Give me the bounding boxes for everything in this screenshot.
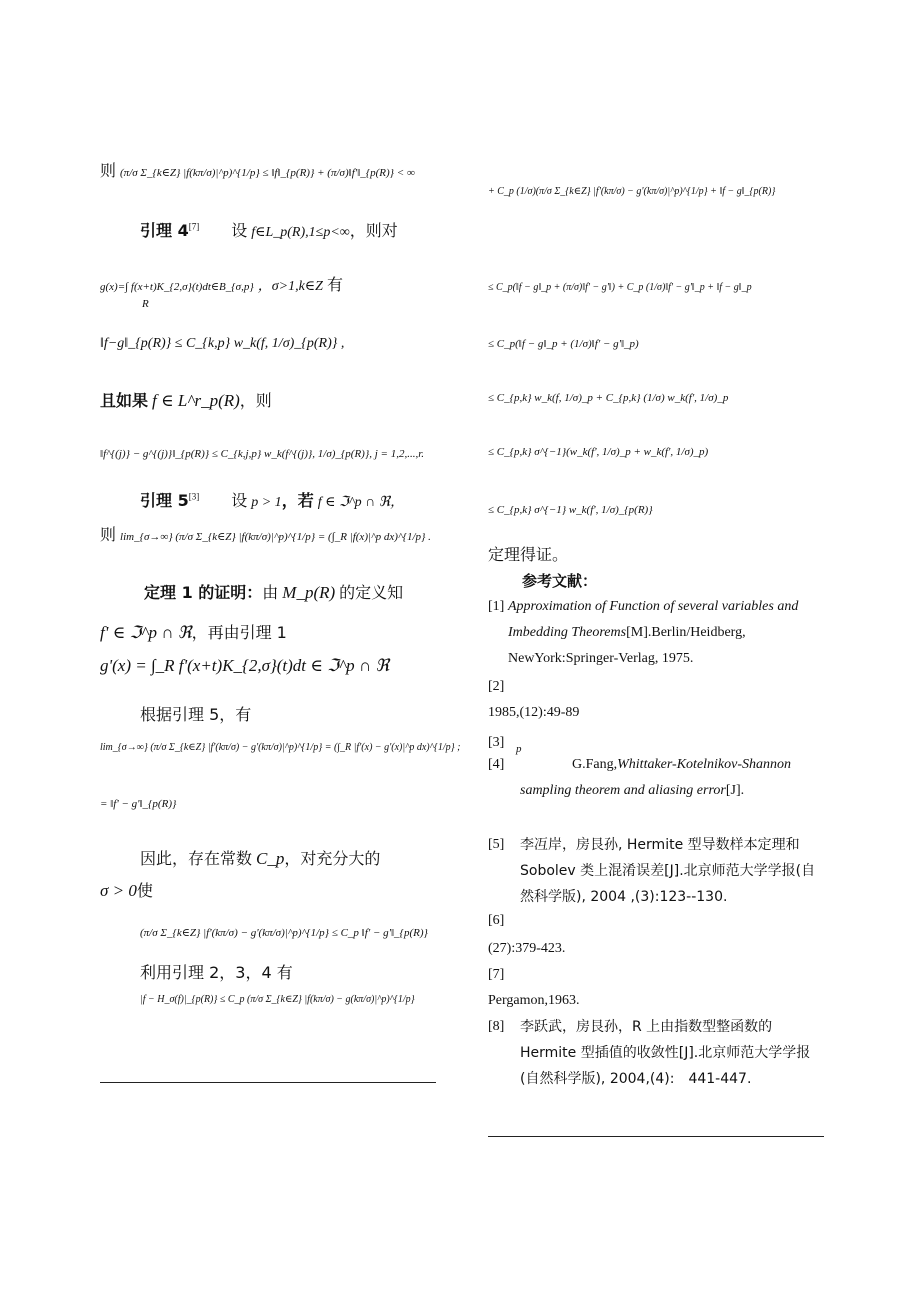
reference-4 [488, 752, 824, 806]
g-integral-domain: R [142, 298, 149, 310]
reference-2 [488, 674, 824, 700]
references-title: 参考文献： [522, 572, 598, 590]
sigma-make: 使 [136, 881, 153, 900]
formula-g-definition: g(x)=∫ f(x+t)K_{2,σ}(t)dt∈B_{σ,p} [100, 281, 254, 293]
line-and-if [100, 388, 272, 411]
proof-label: 定理 1 的证明： [144, 583, 263, 602]
lemma-5-citation: [3] [188, 491, 200, 502]
reference-8 [488, 1014, 824, 1094]
line-lemma5-limit [100, 522, 431, 545]
reference-1-details: [M].Berlin/Heidberg, NewYork:Springer-Verlag, 1975. [508, 625, 746, 666]
reference-4-number: [4] [488, 757, 505, 772]
then-label: 则 [100, 161, 117, 180]
proof-by: 由 [262, 583, 279, 602]
line-fprime [100, 620, 287, 643]
use-lemmas: 利用引理 2，3，4 有 [140, 963, 293, 982]
formula-right-line-2: ≤ C_p(‖f − g‖_p + (π/σ)‖f' − g'‖) + C_p (1/σ)‖f' − g'‖_p + ‖f − g‖_p [488, 282, 752, 293]
reference-6-number: [6] [488, 913, 505, 928]
reference-5-body: 李冱岸，房艮孙, Hermite 型导数样本定理和 Sobolev 类上混淆误差[J].北京师范大学学报(自然科学版), 2004 ,(3):123--130. [520, 837, 816, 905]
proof-definition-know: 的定义知 [339, 583, 404, 602]
left-footnote-rule [100, 1082, 436, 1083]
lemma-4 [140, 218, 398, 241]
formula-right-line-6: ≤ C_{p,k} σ^{−1} w_k(f', 1/σ)_{p(R)} [488, 504, 653, 516]
lemma-4-label: 引理 4 [140, 221, 189, 240]
reference-4-title: Whittaker-Kotelnikov-Shannon sampling theorem and aliasing error [520, 757, 792, 798]
lemma-4-then: ，则对 [349, 221, 398, 240]
reference-4-details: [J]. [725, 783, 745, 798]
reference-7-line2 [488, 988, 824, 1014]
reference-8-body: 李跃武，房艮孙，R 上由指数型整函数的 Hermite 型插值的收敛性[J].北京师范大学学报(自然科学版), 2004,(4): 441-447. [520, 1019, 811, 1087]
formula-right-line-4: ≤ C_{p,k} w_k(f, 1/σ)_p + C_{p,k} (1/σ) w_k(f', 1/σ)_p [488, 392, 729, 404]
lemma-5-set: 设 [231, 491, 248, 510]
reference-7-number: [7] [488, 967, 505, 982]
formula-derivative-sampling-bound: (π/σ Σ_{k∈Z} |f'(kπ/σ) − g'(kπ/σ)|^p)^{1/p} ≤ C_p ‖f' − g'‖_{p(R)} [140, 927, 428, 939]
formula-sampling-norm-bound: (π/σ Σ_{k∈Z} |f(kπ/σ)|^p)^{1/p} ≤ ‖f‖_{p(R)} + (π/σ)‖f'‖_{p(R)} < ∞ [120, 167, 415, 179]
lemma-4-condition: f∈L_p(R),1≤p<∞ [251, 225, 350, 240]
sigma-positive: σ > 0 [100, 881, 137, 900]
lemma-5-label: 引理 5 [140, 491, 189, 510]
therefore-label: 因此，存在常数 [140, 849, 253, 868]
and-if-condition: f ∈ L^r_p(R) [152, 391, 240, 410]
reference-2-number: [2] [488, 679, 505, 694]
qed-text: 定理得证。 [488, 545, 569, 564]
line-g-definition [100, 272, 343, 295]
formula-f-minus-g-bound: ‖f−g‖_{p(R)} ≤ C_{k,p} w_k(f, 1/σ)_{p(R)} , [100, 336, 345, 351]
constant-Cp: C_p [256, 849, 285, 868]
lemma-4-set: 设 [231, 221, 248, 240]
formula-gprime-definition: g'(x) = ∫_R f'(x+t)K_{2,σ}(t)dt ∈ ℑ^p ∩ ℜ [100, 656, 390, 675]
formula-lemma5-limit: lim_{σ→∞} (π/σ Σ_{k∈Z} |f(kπ/σ)|^p)^{1/p} = (∫_R |f(x)|^p dx)^{1/p} . [120, 531, 431, 543]
reference-6-details: (27):379-423. [488, 941, 566, 956]
formula-derivative-bound: ‖f^{(j)} − g^{(j)}‖_{p(R)} ≤ C_{k,j,p} w_k(f^{(j)}, 1/σ)_{p(R)}, j = 1,2,...,r. [100, 448, 425, 460]
formula-hermite-error: |f − H_σ(f)|_{p(R)} ≤ C_p (π/σ Σ_{k∈Z} |f(kπ/σ) − g(kπ/σ)|^p)^{1/p} [140, 994, 415, 1005]
reference-1-number: [1] [488, 599, 505, 614]
reference-7-details: Pergamon,1963. [488, 993, 580, 1008]
lemma-5-p: p > 1 [251, 495, 282, 510]
reference-7 [488, 962, 824, 988]
formula-right-line-5: ≤ C_{p,k} σ^{−1}(w_k(f', 1/σ)_p + w_k(f', 1/σ)_p) [488, 446, 709, 458]
line-therefore [140, 846, 380, 869]
formula-right-line-3: ≤ C_p(‖f − g‖_p + (1/σ)‖f' − g'‖_p) [488, 338, 639, 350]
reference-1-body [508, 594, 824, 672]
and-if-then: ，则 [239, 391, 272, 410]
formula-g-condition: ，σ>1,k∈Z [257, 279, 323, 294]
reference-5 [488, 832, 824, 912]
fprime-lemma1: ，再由引理 1 [191, 623, 287, 642]
proof-heading [144, 580, 403, 603]
reference-5-number: [5] [488, 837, 505, 852]
right-footnote-rule [488, 1136, 824, 1137]
formula-fprime-membership: f' ∈ ℑ^p ∩ ℜ [100, 623, 192, 642]
lemma-5-if: ，若 [281, 491, 314, 510]
formula-derivative-limit: lim_{σ→∞} (π/σ Σ_{k∈Z} |f'(kπ/σ) − g'(kπ/σ)|^p)^{1/p} = (∫_R |f'(x) − g'(x)|^p dx)^{1/p} ; [100, 742, 461, 753]
reference-6 [488, 908, 824, 934]
reference-1 [488, 594, 824, 674]
therefore-large: ，对充分大的 [284, 849, 381, 868]
lemma-4-citation: [7] [188, 221, 200, 232]
reference-8-number: [8] [488, 1019, 505, 1034]
reference-4-author: G.Fang, [572, 757, 618, 772]
reference-2-line2 [488, 700, 824, 726]
line-then-norm [100, 158, 415, 181]
and-if-label: 且如果 [100, 391, 149, 410]
reference-6-line2 [488, 936, 824, 962]
reference-4-body [520, 752, 824, 804]
lemma-5 [140, 488, 404, 511]
line-sigma-positive [100, 878, 153, 901]
g-condition-have: 有 [326, 275, 343, 294]
reference-3-p: p [516, 743, 522, 755]
proof-M-space: M_p(R) [282, 583, 336, 602]
lemma-5-condition: f ∈ ℑ^p ∩ ℜ， [317, 495, 405, 510]
reference-2-details: 1985,(12):49-89 [488, 705, 580, 720]
by-lemma5: 根据引理 5，有 [140, 705, 252, 724]
formula-derivative-limit-norm: = ‖f' − g'‖_{p(R)} [100, 798, 177, 810]
lemma-5-then: 则 [100, 525, 117, 544]
reference-1-title: Approximation of Function of several variables and Imbedding Theorems [508, 599, 799, 640]
reference-3-number: [3] [488, 735, 505, 750]
formula-right-line-1: + C_p (1/σ)(π/σ Σ_{k∈Z} |f'(kπ/σ) − g'(kπ/σ)|^p)^{1/p} + ‖f − g‖_{p(R)} [488, 186, 776, 197]
